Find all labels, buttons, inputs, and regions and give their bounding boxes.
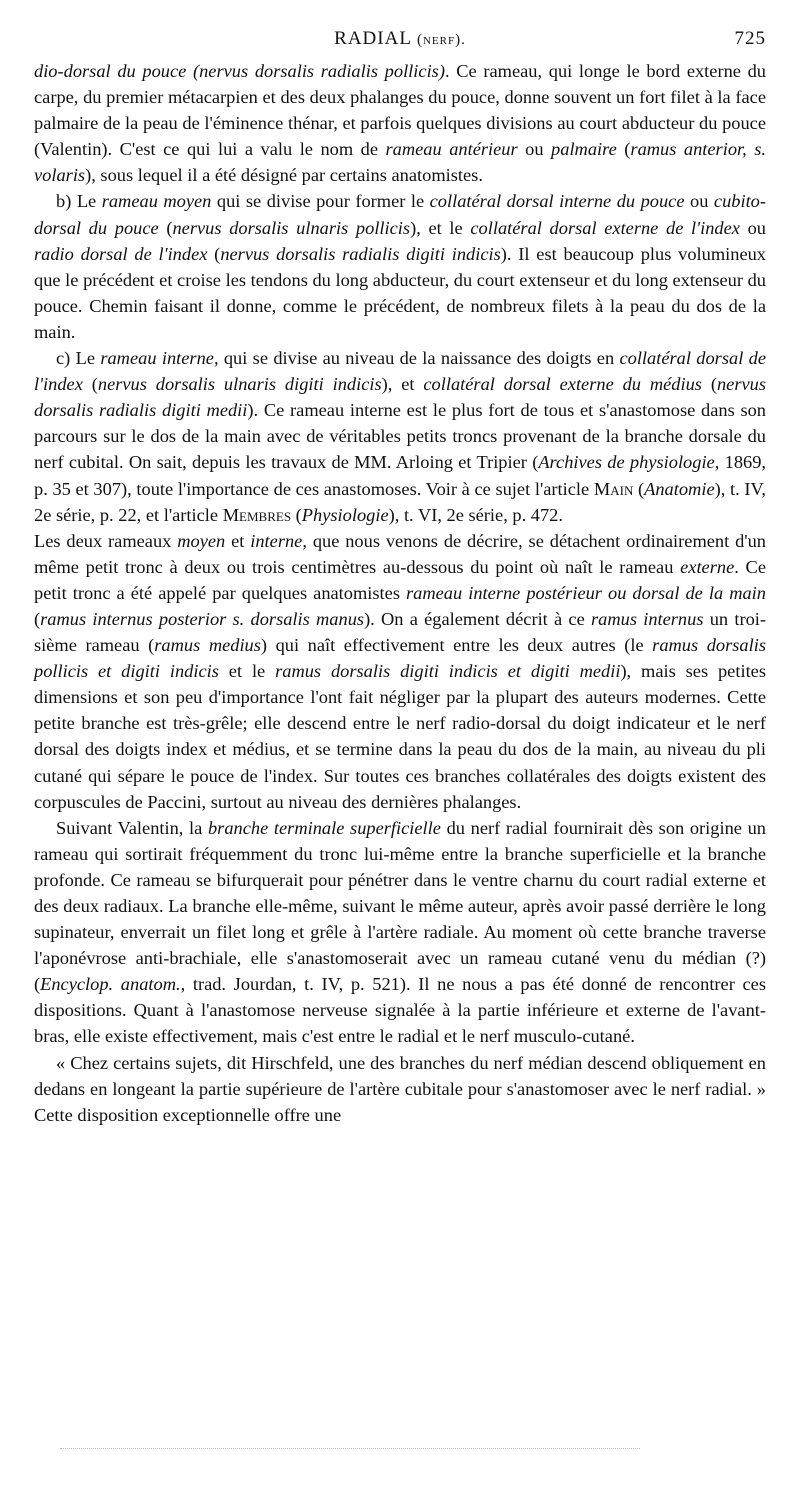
paragraph-5 [34,815,766,1050]
italic-segment: collatéral dorsal de l'index [34,348,766,395]
page-number: 725 [734,28,766,49]
italic-segment: rameau interne [100,348,214,369]
running-title [34,28,766,50]
italic-segment: externe [680,556,735,577]
small-caps-segment: Main [593,478,634,499]
text-segment: et le [218,661,276,682]
text-segment: , qui se divise au niveau de la naissance des doigts en [213,348,620,369]
text-segment: Suivant Valentin, la [56,817,208,838]
text-segment: ). Il est beaucoup plus volumineux que le précédent et croise les tendons du long abducteur, du court extenseur et du long extenseur du pouce. Chemin faisant il donne, comme le précédent, de nombreux filets à la peau du dos de la main. [34,243,767,342]
italic-segment: ramus internus [590,608,704,629]
text-segment: ( [34,608,41,629]
text-segment: , que nous venons de décrire, se détachent ordinairement d'un même petit tronc à deux ou trois centimètres au-dessous du point où naît le rameau [34,530,767,577]
text-segment: ( [633,478,645,499]
italic-segment: ramus internus posterior s. dorsalis manus [40,608,365,629]
text-segment: ( [701,374,717,395]
paragraph-3 [34,345,766,528]
text-segment: ( [158,217,173,238]
running-header [34,28,766,58]
italic-segment: collatéral dorsal externe de l'index [470,217,740,238]
text-segment: ou [517,139,552,160]
italic-segment: branche terminale superficielle [207,817,441,838]
text-segment: b) Le [56,191,102,212]
text-segment: c) Le [56,348,101,369]
page-bottom-rule [60,1448,640,1449]
italic-segment: collatéral dorsal externe du médius [423,374,702,395]
italic-segment: rameau interne postérieur ou dorsal de la main [406,582,766,603]
italic-segment: nervus dorsalis ulnaris pollicis [172,217,411,238]
italic-segment: nervus dorsalis ulnaris digiti indicis [97,374,382,395]
text-segment: , trad. Jourdan, t. IV, p. 521). Il ne nous a pas été donné de rencontrer ces dispositions. Quant à l'anastomose nerveuse signalée à la partie inférieure et externe de l'avant-bras, elle existe effectivement, mais c'est entre le radial et le nerf musculo-cutané. [34,974,766,1047]
text-segment: ), et le [410,217,471,238]
italic-segment: Archives de physiologie [538,452,715,473]
text-segment: ). On a également décrit à ce [364,608,591,629]
text-segment: ( [207,243,221,264]
italic-segment: rameau antérieur [385,139,518,160]
text-segment: ), t. VI, 2e série, p. 472. [388,504,563,525]
italic-segment: ramus dorsalis digiti indicis et digiti medii [275,661,621,682]
text-segment: . Ce rameau, qui longe le bord externe du carpe, du premier métacarpien et des deux phalanges du pouce, donne souvent un fort filet à la face palmaire de la peau de l'éminence thénar, et parfois quelques divisions au court abducteur du pouce (Valentin). C'est ce qui lui a valu le nom de [34,61,766,160]
text-segment: un troisième rameau ( [34,608,767,656]
text-segment: ). Ce rameau interne est le plus fort de tous et s'anastomose dans son parcours sur le dos de la main avec de véritables petits troncs provenant de la branche dorsale du nerf cubital. On sait, depuis les travaux de MM. Arloing et Tripier ( [34,400,767,473]
running-title-main: RADIAL [334,28,412,49]
italic-segment: dio-dorsal du pouce (nervus dorsalis radialis pollicis) [34,61,445,81]
text-segment: ( [291,504,302,525]
text-segment: ), et [381,374,424,395]
paragraph-2 [34,188,766,345]
text-segment: , 1869, p. 35 et 307), toute l'importance de ces anastomoses. Voir à ce sujet l'article [34,452,767,499]
text-segment: ou [739,217,767,238]
book-page [34,28,766,1128]
article-body [34,58,766,1128]
paragraph-1 [34,58,766,188]
italic-segment: Physiologie [301,504,389,525]
italic-segment: collatéral dorsal interne du pouce [429,191,685,212]
text-segment: ), sous lequel il a été désigné par certains anatomistes. [85,165,483,186]
italic-segment: interne [250,530,303,551]
italic-segment: nervus dorsalis radialis digiti medii [34,374,766,421]
paragraph-4 [34,528,766,815]
italic-segment: palmaire [551,139,617,160]
text-segment: Les deux rameaux [34,530,178,551]
text-segment: « Chez certains sujets, dit Hirschfeld, une des branches du nerf médian descend obliquement en dedans en longeant la partie supérieure de l'artère cubitale pour s'anastomoser avec le nerf radial. » Cette disposition exceptionnelle offre une [34,1052,766,1125]
paragraph-6 [34,1050,766,1128]
text-segment: ou [684,191,714,212]
text-segment: ( [82,374,98,395]
italic-segment: rameau moyen [101,191,212,212]
text-segment: qui se divise pour former le [211,191,430,212]
italic-segment: ramus medius [154,635,261,656]
running-title-subtitle: (nerf). [416,32,466,48]
text-segment: ) qui naît effectivement entre les deux autres (le [260,635,653,656]
text-segment: ), mais ses petites dimensions et son peu d'importance l'ont fait négliger par la plupart des auteurs modernes. Cette petite branche est très-grêle; elle descend entre le nerf radio-dorsal du doigt indicateur et le nerf dorsal des doigts index et médius, et se termine dans la peau du dos de la main, au niveau du pli cutané qui sépare le pouce de l'index. Sur toutes ces branches collatérales des doigts existent des corpuscules de Paccini, surtout au niveau des dernières phalanges. [34,661,766,812]
text-segment: et [225,530,251,551]
italic-segment: Encyclop. anatom. [40,974,181,995]
italic-segment: cubito-dorsal du pouce [34,191,766,238]
italic-segment: nervus dorsalis radialis digiti indicis [220,243,501,264]
text-segment: . Ce petit tronc a été appelé par quelques anatomistes [34,556,766,603]
italic-segment: Anatomie [644,478,715,499]
italic-segment: radio dorsal de l'index [34,243,208,264]
italic-segment: ramus anterior, s. volaris [34,139,766,186]
italic-segment: moyen [177,530,226,551]
italic-segment: ramus dorsalis pollicis et digiti indicis [34,635,766,682]
text-segment: du nerf radial fournirait dès son origine un rameau qui sortirait fréquemment du tronc lui-même entre la branche superficielle et la branche profonde. Ce rameau se bifurquerait pour pénétrer dans le ventre charnu du court radial externe et des deux radiaux. La branche elle-même, suivant le même auteur, après avoir passé derrière le long supinateur, enverrait un filet long et grêle à l'artère radiale. Au moment où cette branche traverse l'aponévrose anti-brachiale, elle s'anastomoserait avec un rameau cutané venu du médian (?) ( [34,817,766,995]
text-segment: ), t. IV, 2e série, p. 22, et l'article [34,478,766,525]
text-segment: ( [616,139,631,160]
small-caps-segment: Membres [222,504,292,525]
